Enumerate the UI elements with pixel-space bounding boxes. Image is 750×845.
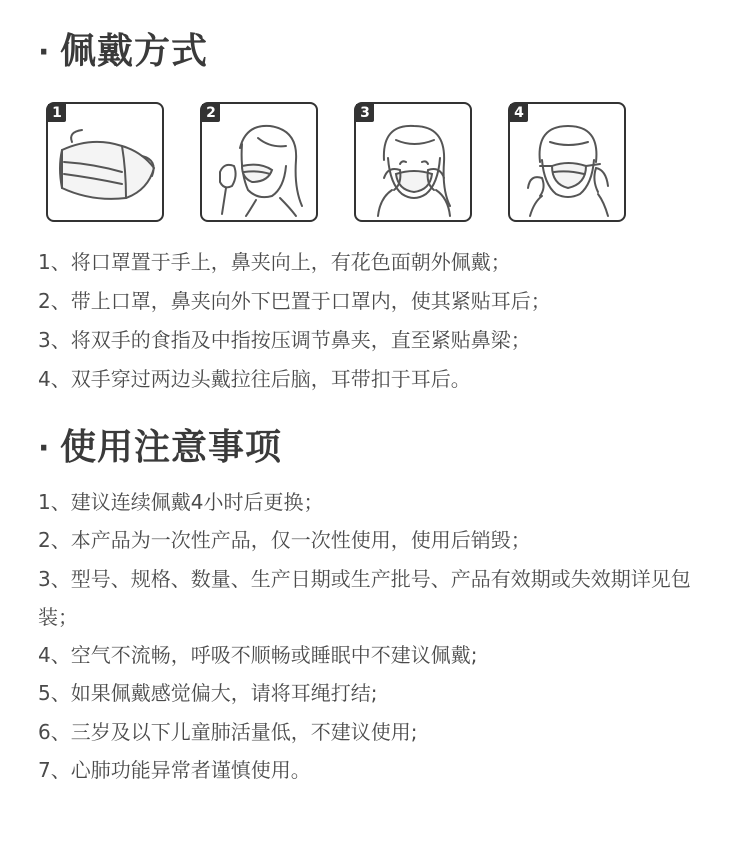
put-on-mask-icon (206, 118, 312, 218)
list-item: 3、型号、规格、数量、生产日期或生产批号、产品有效期或失效期详见包装； (38, 566, 691, 629)
list-item: 2、带上口罩，鼻夹向外下巴置于口罩内，使其紧贴耳后； (38, 289, 551, 313)
wearing-section-title: · 佩戴方式 (38, 31, 209, 72)
list-item: 4、双手穿过两边头戴拉往后脑，耳带扣于耳后。 (38, 367, 471, 391)
precautions-list (38, 483, 718, 789)
step-card-1 (46, 102, 164, 222)
step-number: 2 (202, 104, 220, 122)
list-item: 1、将口罩置于手上，鼻夹向上，有花色面朝外佩戴； (38, 250, 511, 274)
list-item: 6、三岁及以下儿童肺活量低，不建议使用; (38, 719, 418, 744)
step-number: 4 (510, 104, 528, 122)
list-item: 2、本产品为一次性产品，仅一次性使用，使用后销毁； (38, 528, 531, 553)
step-card-2 (200, 102, 318, 222)
list-item: 3、将双手的食指及中指按压调节鼻夹，直至紧贴鼻梁； (38, 328, 531, 352)
list-item: 5、如果佩戴感觉偏大，请将耳绳打结; (38, 681, 378, 706)
list-item: 4、空气不流畅，呼吸不顺畅或睡眠中不建议佩戴; (38, 643, 478, 668)
wearing-steps (46, 102, 636, 227)
list-item: 7、心肺功能异常者谨慎使用。 (38, 758, 311, 783)
step-number: 1 (48, 104, 66, 122)
precautions-section-title: · 使用注意事项 (38, 427, 283, 468)
wearing-instructions (38, 243, 551, 399)
mask-icon (52, 118, 158, 218)
ear-loop-icon (514, 118, 620, 218)
step-card-3 (354, 102, 472, 222)
list-item: 1、建议连续佩戴4小时后更换； (38, 490, 324, 514)
press-nose-clip-icon (360, 118, 466, 218)
step-card-4 (508, 102, 626, 222)
step-number: 3 (356, 104, 374, 122)
